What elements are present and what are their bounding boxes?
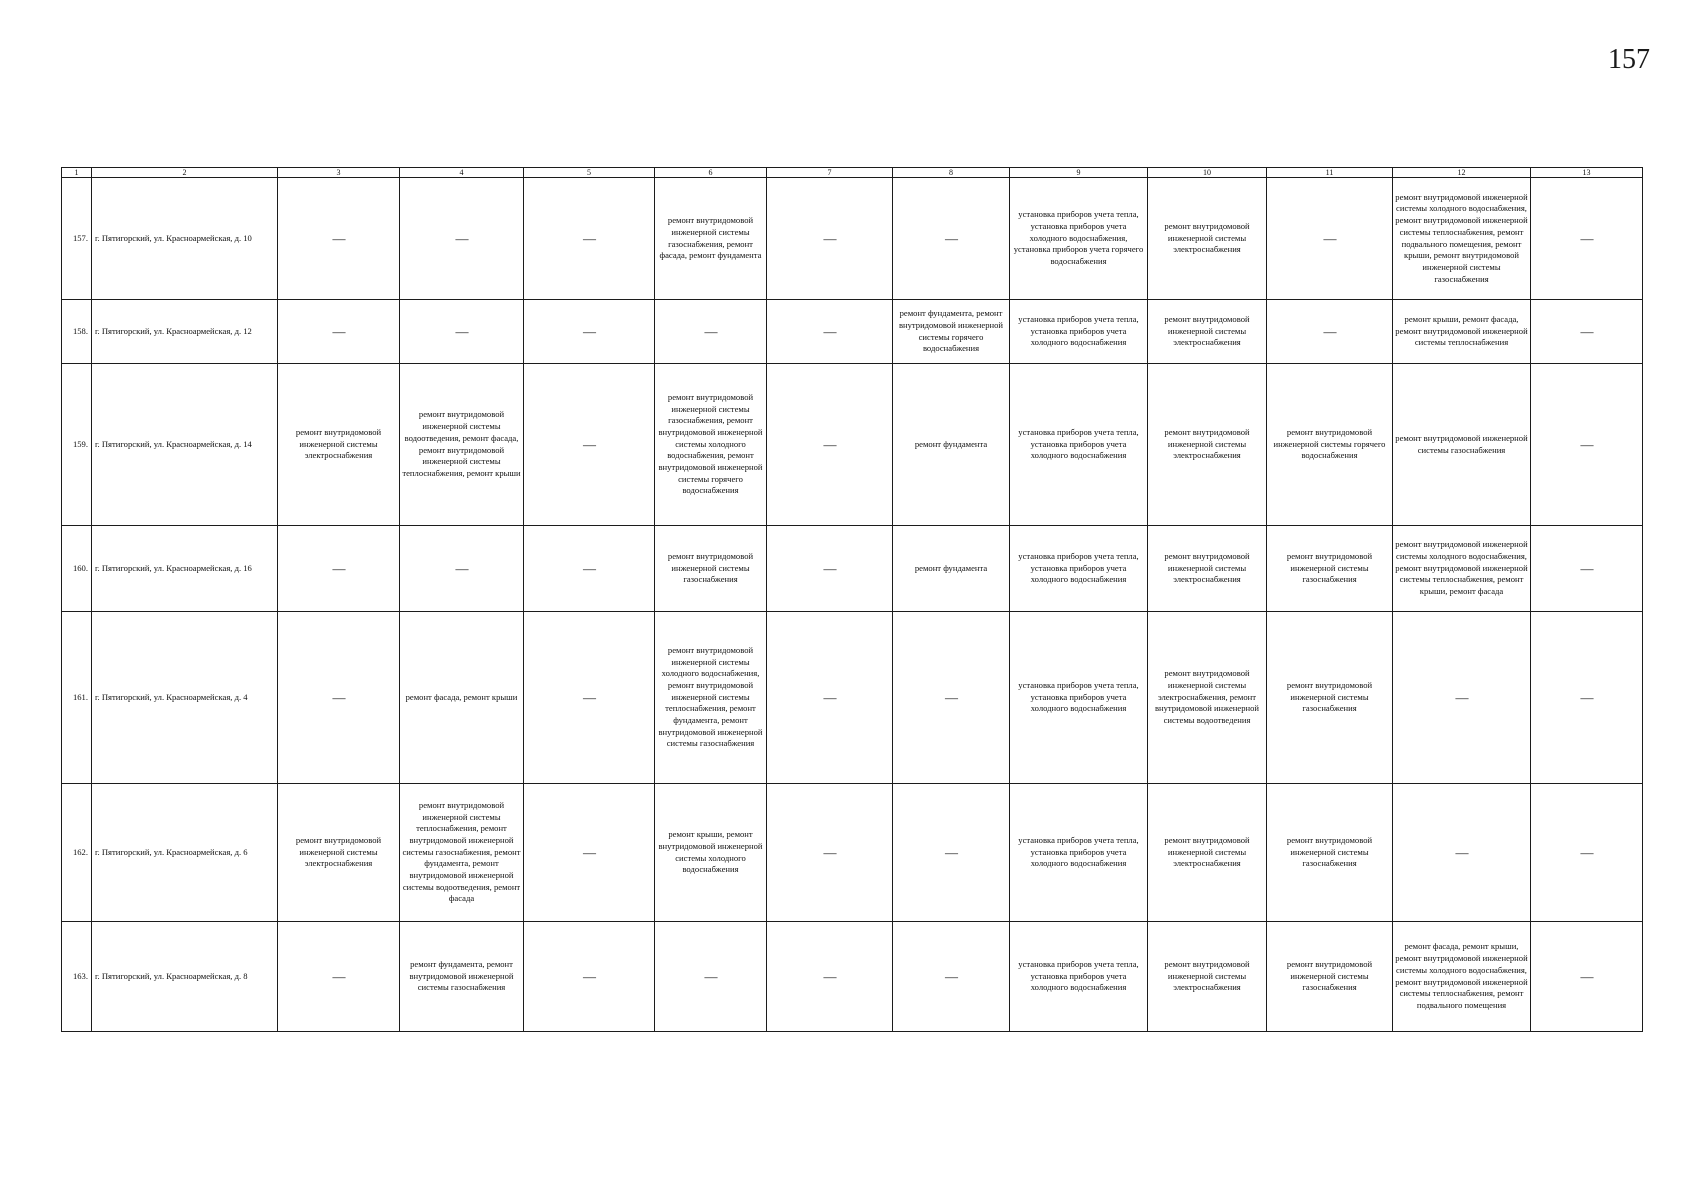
row-number: 162.: [62, 784, 92, 922]
work-cell: установка приборов учета тепла, установка приборов учета холодного водоснабжения: [1010, 784, 1148, 922]
work-cell: установка приборов учета тепла, установка приборов учета холодного водоснабжения: [1010, 526, 1148, 612]
column-number: 12: [1393, 168, 1531, 178]
work-cell: —: [400, 526, 524, 612]
work-cell: ремонт крыши, ремонт фасада, ремонт внутридомовой инженерной системы теплоснабжения: [1393, 300, 1531, 364]
work-cell: ремонт внутридомовой инженерной системы электроснабжения: [1148, 300, 1267, 364]
work-cell: —: [893, 922, 1010, 1032]
work-cell: ремонт внутридомовой инженерной системы газоснабжения: [1267, 612, 1393, 784]
work-cell: —: [524, 364, 655, 526]
column-number: 2: [92, 168, 278, 178]
work-cell: —: [767, 612, 893, 784]
work-cell: —: [893, 178, 1010, 300]
work-cell: —: [767, 178, 893, 300]
column-number: 11: [1267, 168, 1393, 178]
work-cell: —: [655, 300, 767, 364]
work-cell: ремонт внутридомовой инженерной системы электроснабжения: [1148, 364, 1267, 526]
work-cell: —: [400, 178, 524, 300]
address-cell: г. Пятигорский, ул. Красноармейская, д. 14: [92, 364, 278, 526]
work-cell: установка приборов учета тепла, установка приборов учета холодного водоснабжения: [1010, 922, 1148, 1032]
work-cell: —: [767, 300, 893, 364]
work-cell: —: [1393, 784, 1531, 922]
work-cell: ремонт внутридомовой инженерной системы газоснабжения: [1267, 526, 1393, 612]
column-number-row: [62, 168, 1643, 178]
work-cell: —: [655, 922, 767, 1032]
work-cell: —: [524, 784, 655, 922]
table-row: [62, 300, 1643, 364]
work-cell: —: [1267, 178, 1393, 300]
work-cell: ремонт внутридомовой инженерной системы электроснабжения: [278, 784, 400, 922]
work-cell: —: [1531, 922, 1643, 1032]
row-number: 159.: [62, 364, 92, 526]
work-cell: —: [278, 526, 400, 612]
work-cell: —: [767, 526, 893, 612]
repair-schedule-table: [61, 167, 1643, 1032]
work-cell: —: [278, 178, 400, 300]
column-number: 13: [1531, 168, 1643, 178]
work-cell: —: [767, 364, 893, 526]
work-cell: ремонт внутридомовой инженерной системы газоснабжения: [1393, 364, 1531, 526]
row-number: 161.: [62, 612, 92, 784]
work-cell: ремонт внутридомовой инженерной системы холодного водоснабжения, ремонт внутридомовой инженерной системы теплоснабжения, ремонт подвального помещения, ремонт крыши, ремонт внутридомовой инженерной системы газоснабжения: [1393, 178, 1531, 300]
table-row: [62, 178, 1643, 300]
column-number: 5: [524, 168, 655, 178]
work-cell: ремонт внутридомовой инженерной системы газоснабжения, ремонт внутридомовой инженерной системы холодного водоснабжения, ремонт внутридомовой инженерной системы горячего водоснабжения: [655, 364, 767, 526]
work-cell: —: [1531, 300, 1643, 364]
work-cell: —: [278, 300, 400, 364]
work-cell: —: [278, 612, 400, 784]
work-cell: —: [1531, 364, 1643, 526]
work-cell: ремонт внутридомовой инженерной системы газоснабжения, ремонт фасада, ремонт фундамента: [655, 178, 767, 300]
work-cell: ремонт фасада, ремонт крыши: [400, 612, 524, 784]
row-number: 160.: [62, 526, 92, 612]
table-row: [62, 784, 1643, 922]
work-cell: установка приборов учета тепла, установка приборов учета холодного водоснабжения: [1010, 612, 1148, 784]
work-cell: —: [767, 922, 893, 1032]
work-cell: ремонт внутридомовой инженерной системы холодного водоснабжения, ремонт внутридомовой инженерной системы теплоснабжения, ремонт крыши, ремонт фасада: [1393, 526, 1531, 612]
address-cell: г. Пятигорский, ул. Красноармейская, д. 12: [92, 300, 278, 364]
work-cell: —: [524, 922, 655, 1032]
work-cell: —: [1531, 784, 1643, 922]
column-number: 1: [62, 168, 92, 178]
column-number: 4: [400, 168, 524, 178]
work-cell: ремонт внутридомовой инженерной системы водоотведения, ремонт фасада, ремонт внутридомовой инженерной системы теплоснабжения, ремонт крыши: [400, 364, 524, 526]
work-cell: ремонт внутридомовой инженерной системы теплоснабжения, ремонт внутридомовой инженерной системы газоснабжения, ремонт фундамента, ремонт внутридомовой инженерной системы водоотведения, ремонт фасада: [400, 784, 524, 922]
work-cell: ремонт фундамента: [893, 526, 1010, 612]
row-number: 158.: [62, 300, 92, 364]
work-cell: ремонт внутридомовой инженерной системы электроснабжения: [1148, 922, 1267, 1032]
address-cell: г. Пятигорский, ул. Красноармейская, д. 10: [92, 178, 278, 300]
work-cell: —: [893, 612, 1010, 784]
work-cell: ремонт внутридомовой инженерной системы электроснабжения, ремонт внутридомовой инженерной системы водоотведения: [1148, 612, 1267, 784]
work-cell: —: [1531, 178, 1643, 300]
table-row: [62, 526, 1643, 612]
table-row: [62, 612, 1643, 784]
work-cell: ремонт внутридомовой инженерной системы электроснабжения: [278, 364, 400, 526]
row-number: 157.: [62, 178, 92, 300]
work-cell: —: [1531, 526, 1643, 612]
column-number: 3: [278, 168, 400, 178]
work-cell: —: [524, 178, 655, 300]
address-cell: г. Пятигорский, ул. Красноармейская, д. 8: [92, 922, 278, 1032]
table-row: [62, 364, 1643, 526]
work-cell: —: [1267, 300, 1393, 364]
work-cell: установка приборов учета тепла, установка приборов учета холодного водоснабжения, установка приборов учета горячего водоснабжения: [1010, 178, 1148, 300]
work-cell: ремонт фасада, ремонт крыши, ремонт внутридомовой инженерной системы холодного водоснабжения, ремонт внутридомовой инженерной системы теплоснабжения, ремонт подвального помещения: [1393, 922, 1531, 1032]
work-cell: установка приборов учета тепла, установка приборов учета холодного водоснабжения: [1010, 364, 1148, 526]
column-number: 8: [893, 168, 1010, 178]
address-cell: г. Пятигорский, ул. Красноармейская, д. 6: [92, 784, 278, 922]
column-number: 10: [1148, 168, 1267, 178]
work-cell: ремонт внутридомовой инженерной системы электроснабжения: [1148, 526, 1267, 612]
work-cell: ремонт внутридомовой инженерной системы газоснабжения: [655, 526, 767, 612]
work-cell: —: [893, 784, 1010, 922]
work-cell: —: [400, 300, 524, 364]
work-cell: ремонт внутридомовой инженерной системы холодного водоснабжения, ремонт внутридомовой инженерной системы теплоснабжения, ремонт фундамента, ремонт внутридомовой инженерной системы газоснабжения: [655, 612, 767, 784]
work-cell: ремонт внутридомовой инженерной системы электроснабжения: [1148, 784, 1267, 922]
work-cell: ремонт фундамента, ремонт внутридомовой инженерной системы газоснабжения: [400, 922, 524, 1032]
work-cell: установка приборов учета тепла, установка приборов учета холодного водоснабжения: [1010, 300, 1148, 364]
work-cell: —: [278, 922, 400, 1032]
work-cell: —: [1393, 612, 1531, 784]
row-number: 163.: [62, 922, 92, 1032]
work-cell: —: [524, 526, 655, 612]
work-cell: —: [1531, 612, 1643, 784]
column-number: 6: [655, 168, 767, 178]
work-cell: ремонт крыши, ремонт внутридомовой инженерной системы холодного водоснабжения: [655, 784, 767, 922]
work-cell: ремонт внутридомовой инженерной системы горячего водоснабжения: [1267, 364, 1393, 526]
work-cell: ремонт фундамента, ремонт внутридомовой инженерной системы горячего водоснабжения: [893, 300, 1010, 364]
column-number: 7: [767, 168, 893, 178]
work-cell: —: [524, 300, 655, 364]
work-cell: —: [767, 784, 893, 922]
table-row: [62, 922, 1643, 1032]
address-cell: г. Пятигорский, ул. Красноармейская, д. 4: [92, 612, 278, 784]
work-cell: ремонт внутридомовой инженерной системы газоснабжения: [1267, 784, 1393, 922]
column-number: 9: [1010, 168, 1148, 178]
work-cell: ремонт фундамента: [893, 364, 1010, 526]
page-number: 157: [1608, 44, 1650, 75]
work-cell: ремонт внутридомовой инженерной системы электроснабжения: [1148, 178, 1267, 300]
work-cell: —: [524, 612, 655, 784]
address-cell: г. Пятигорский, ул. Красноармейская, д. 16: [92, 526, 278, 612]
work-cell: ремонт внутридомовой инженерной системы газоснабжения: [1267, 922, 1393, 1032]
